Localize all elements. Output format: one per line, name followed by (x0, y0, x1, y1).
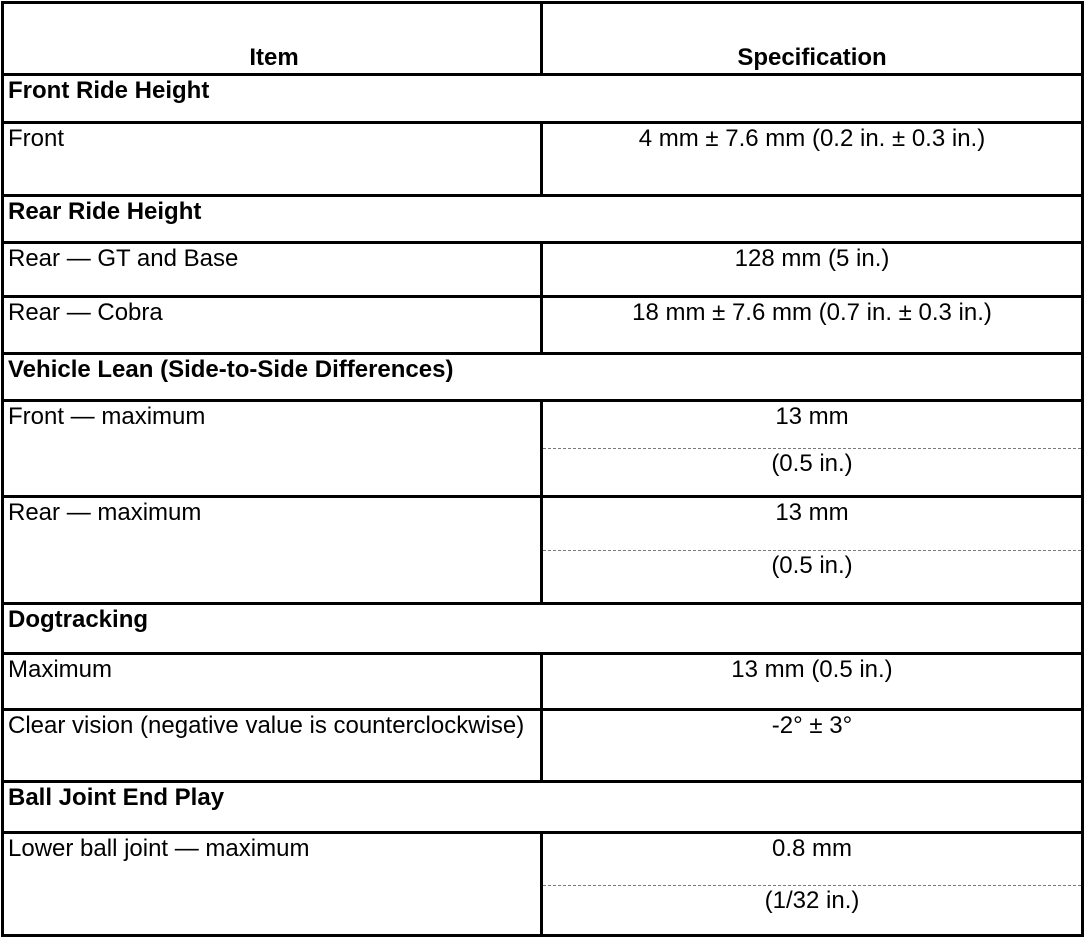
spec-cell: 13 mm (0.5 in.) (542, 654, 1083, 710)
table-row (3, 710, 1083, 782)
item-cell: Clear vision (negative value is counterclockwise) (3, 710, 542, 782)
table-row (3, 833, 1083, 886)
section-row (3, 75, 1083, 123)
spec-cell: 13 mm (542, 497, 1083, 551)
table-row (3, 123, 1083, 196)
header-item: Item (3, 3, 542, 75)
spec-cell: 0.8 mm (542, 833, 1083, 886)
table-row (3, 297, 1083, 354)
section-row (3, 196, 1083, 243)
item-cell: Front (3, 123, 542, 196)
section-title-dogtracking: Dogtracking (3, 604, 1083, 654)
item-cell: Maximum (3, 654, 542, 710)
spec-cell-secondary: (1/32 in.) (542, 886, 1083, 936)
item-cell: Lower ball joint — maximum (3, 833, 542, 936)
table-row (3, 497, 1083, 551)
section-title-rear-ride-height: Rear Ride Height (3, 196, 1083, 243)
section-row (3, 354, 1083, 401)
spec-cell-secondary: (0.5 in.) (542, 551, 1083, 604)
spec-cell: 4 mm ± 7.6 mm (0.2 in. ± 0.3 in.) (542, 123, 1083, 196)
header-row (3, 3, 1083, 75)
section-row (3, 604, 1083, 654)
spec-cell-secondary: (0.5 in.) (542, 449, 1083, 497)
item-cell: Front — maximum (3, 401, 542, 497)
table-row (3, 654, 1083, 710)
table-row (3, 401, 1083, 449)
spec-cell: -2° ± 3° (542, 710, 1083, 782)
spec-cell: 13 mm (542, 401, 1083, 449)
item-cell: Rear — Cobra (3, 297, 542, 354)
table-row (3, 243, 1083, 297)
specification-table (1, 1, 1084, 937)
section-title-vehicle-lean: Vehicle Lean (Side-to-Side Differences) (3, 354, 1083, 401)
item-cell: Rear — GT and Base (3, 243, 542, 297)
spec-cell: 18 mm ± 7.6 mm (0.7 in. ± 0.3 in.) (542, 297, 1083, 354)
header-specification: Specification (542, 3, 1083, 75)
section-title-front-ride-height: Front Ride Height (3, 75, 1083, 123)
spec-cell: 128 mm (5 in.) (542, 243, 1083, 297)
item-cell: Rear — maximum (3, 497, 542, 604)
section-title-ball-joint-end-play: Ball Joint End Play (3, 782, 1083, 833)
section-row (3, 782, 1083, 833)
